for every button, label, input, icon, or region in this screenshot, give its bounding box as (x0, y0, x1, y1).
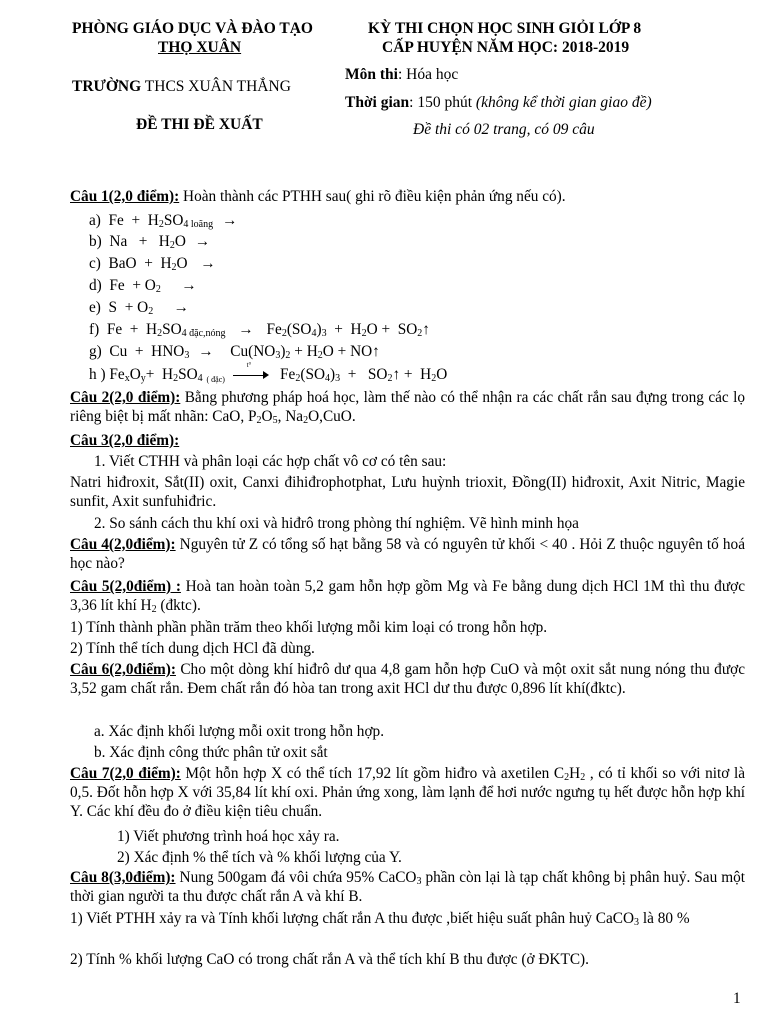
eq-c: c) BaO + $H_2O$ → (89, 255, 216, 273)
q5-sub1: 1) Tính thành phần phần trăm theo khối lượng mỗi kim loại có trong hỗn hợp. (70, 619, 548, 636)
q8-text: Câu 8(3,0điểm): Nung 500gam đá vôi chứa 95% CaCO$_3$ phần còn lại là tạp chất không bị phân huỷ. Sau một thời gian người ta thu được chất rắn A và khí B. (70, 869, 745, 905)
eq-d: d) $Fe + O_2$ → (89, 277, 197, 295)
pages-note: Đề thi có 02 trang, có 09 câu (413, 121, 595, 138)
q6-b: b. Xác định công thức phân tử oxit sắt (94, 744, 328, 761)
q1-heading: Câu 1(2,0 điểm): Hoàn thành các PTHH sau( ghi rõ điều kiện phản ứng nếu có). (70, 188, 566, 205)
q3-item1-list: Natri hiđroxit, Sắt(II) oxit, Canxi đihiđrophotphat, Lưu huỳnh trioxit, Đồng(II) hiđroxit, Axit Nitric, Magie sunfit, Axit sunfuhiđric. (70, 474, 745, 510)
eq-g: g) $Cu + HNO_3$ → $Cu(NO_3)_2 + H_2O$ + NO↑ (89, 343, 380, 361)
q4-text: Câu 4(2,0điểm): Nguyên tử Z có tổng số hạt bằng 58 và có nguyên tử khối < 40 . Hỏi Z thuộc nguyên tố hoá học nào? (70, 536, 745, 572)
q6-a: a. Xác định khối lượng mỗi oxit trong hỗn hợp. (94, 723, 385, 740)
q7-text: Câu 7(2,0 điểm): Một hỗn hợp X có thể tích 17,92 lít gồm hiđro và axetilen $C_2H_2$ , có tỉ khối so với nitơ là 0,5. Đốt hỗn hợp X với 35,84 lít khí oxi. Phản ứng xong, làm lạnh để hơi nước ngưng tụ hết được hỗn hợp khí Y. Các khí đều đo ở điều kiện tiêu chuẩn. (70, 765, 745, 820)
exam-title: KỲ THI CHỌN HỌC SINH GIỎI LỚP 8 (368, 20, 642, 37)
q6-text: Câu 6(2,0điểm): Cho một dòng khí hiđrô dư qua 4,8 gam hỗn hợp CuO và một oxit sắt nung nóng thu được 3,52 gam chất rắn. Đem chất rắn đó hòa tan trong axit HCl dư thu được 0,896 lít khí(đktc). (70, 661, 746, 697)
eq-e: e) $S + O_2$ → (89, 299, 189, 317)
q3-item1: 1. Viết CTHH và phân loại các hợp chất vô cơ có tên sau: (94, 453, 447, 470)
eq-a: a) $Fe + H_2SO_{4 loãng}$ → (89, 212, 238, 230)
eq-f: f) $Fe + H_2SO_{4 đặc,nóng}$ → $Fe_2(SO_4)_3 + H_2O$ + $SO_2↑$ (89, 321, 430, 339)
school-name: TRƯỜNG THCS XUÂN THẮNG (72, 78, 291, 95)
eq-h: h ) $Fe_xO_y+ H_2SO_4$ ( đặc) t° $Fe_2(SO_4)_3$ + $SO_2↑ + H_2O$ (89, 361, 448, 384)
q3-item2: 2. So sánh cách thu khí oxi và hiđrô trong phòng thí nghiệm. Vẽ hình minh họa (94, 515, 579, 532)
duration: Thời gian: 150 phút (không kể thời gian giao đề) (345, 94, 652, 111)
q2-text: Câu 2(2,0 điểm): Bằng phương pháp hoá học, làm thế nào có thể nhận ra các chất rắn sau đựng trong các lọ riêng biệt bị mất nhãn: CaO, $P_2O_5$, $Na_2O,CuO$. (70, 389, 745, 426)
exam-level: CẤP HUYỆN NĂM HỌC: 2018-2019 (382, 39, 630, 56)
page-number: 1 (733, 990, 741, 1007)
proposal-label: ĐỀ THI ĐỀ XUẤT (136, 116, 263, 133)
q5-text: Câu 5(2,0điểm) : Hoà tan hoàn toàn 5,2 gam hỗn hợp gồm Mg và Fe bằng dung dịch HCl 1M thì thu được 3,36 lít khí $H_2$ (đktc). (70, 578, 745, 615)
q8-sub1: 1) Viết PTHH xảy ra và Tính khối lượng chất rắn A thu được ,biết hiệu suất phân huỷ CaCO$_3$ là 80 % (70, 910, 690, 928)
q8-sub2: 2) Tính % khối lượng CaO có trong chất rắn A và thể tích khí B thu được (ở ĐKTC). (70, 951, 589, 968)
q3-heading: Câu 3(2,0 điểm): (70, 432, 180, 449)
dept-name: PHÒNG GIÁO DỤC VÀ ĐÀO TẠO (72, 20, 313, 37)
eq-b: b) $Na + H_2O$ → (89, 233, 211, 251)
subject: Môn thi: Hóa học (345, 66, 459, 83)
q7-sub1: 1) Viết phương trình hoá học xảy ra. (117, 828, 340, 845)
q5-sub2: 2) Tính thể tích dung dịch HCl đã dùng. (70, 640, 315, 657)
district-name: THỌ XUÂN (158, 39, 242, 56)
q7-sub2: 2) Xác định % thể tích và % khối lượng của Y. (117, 849, 402, 866)
